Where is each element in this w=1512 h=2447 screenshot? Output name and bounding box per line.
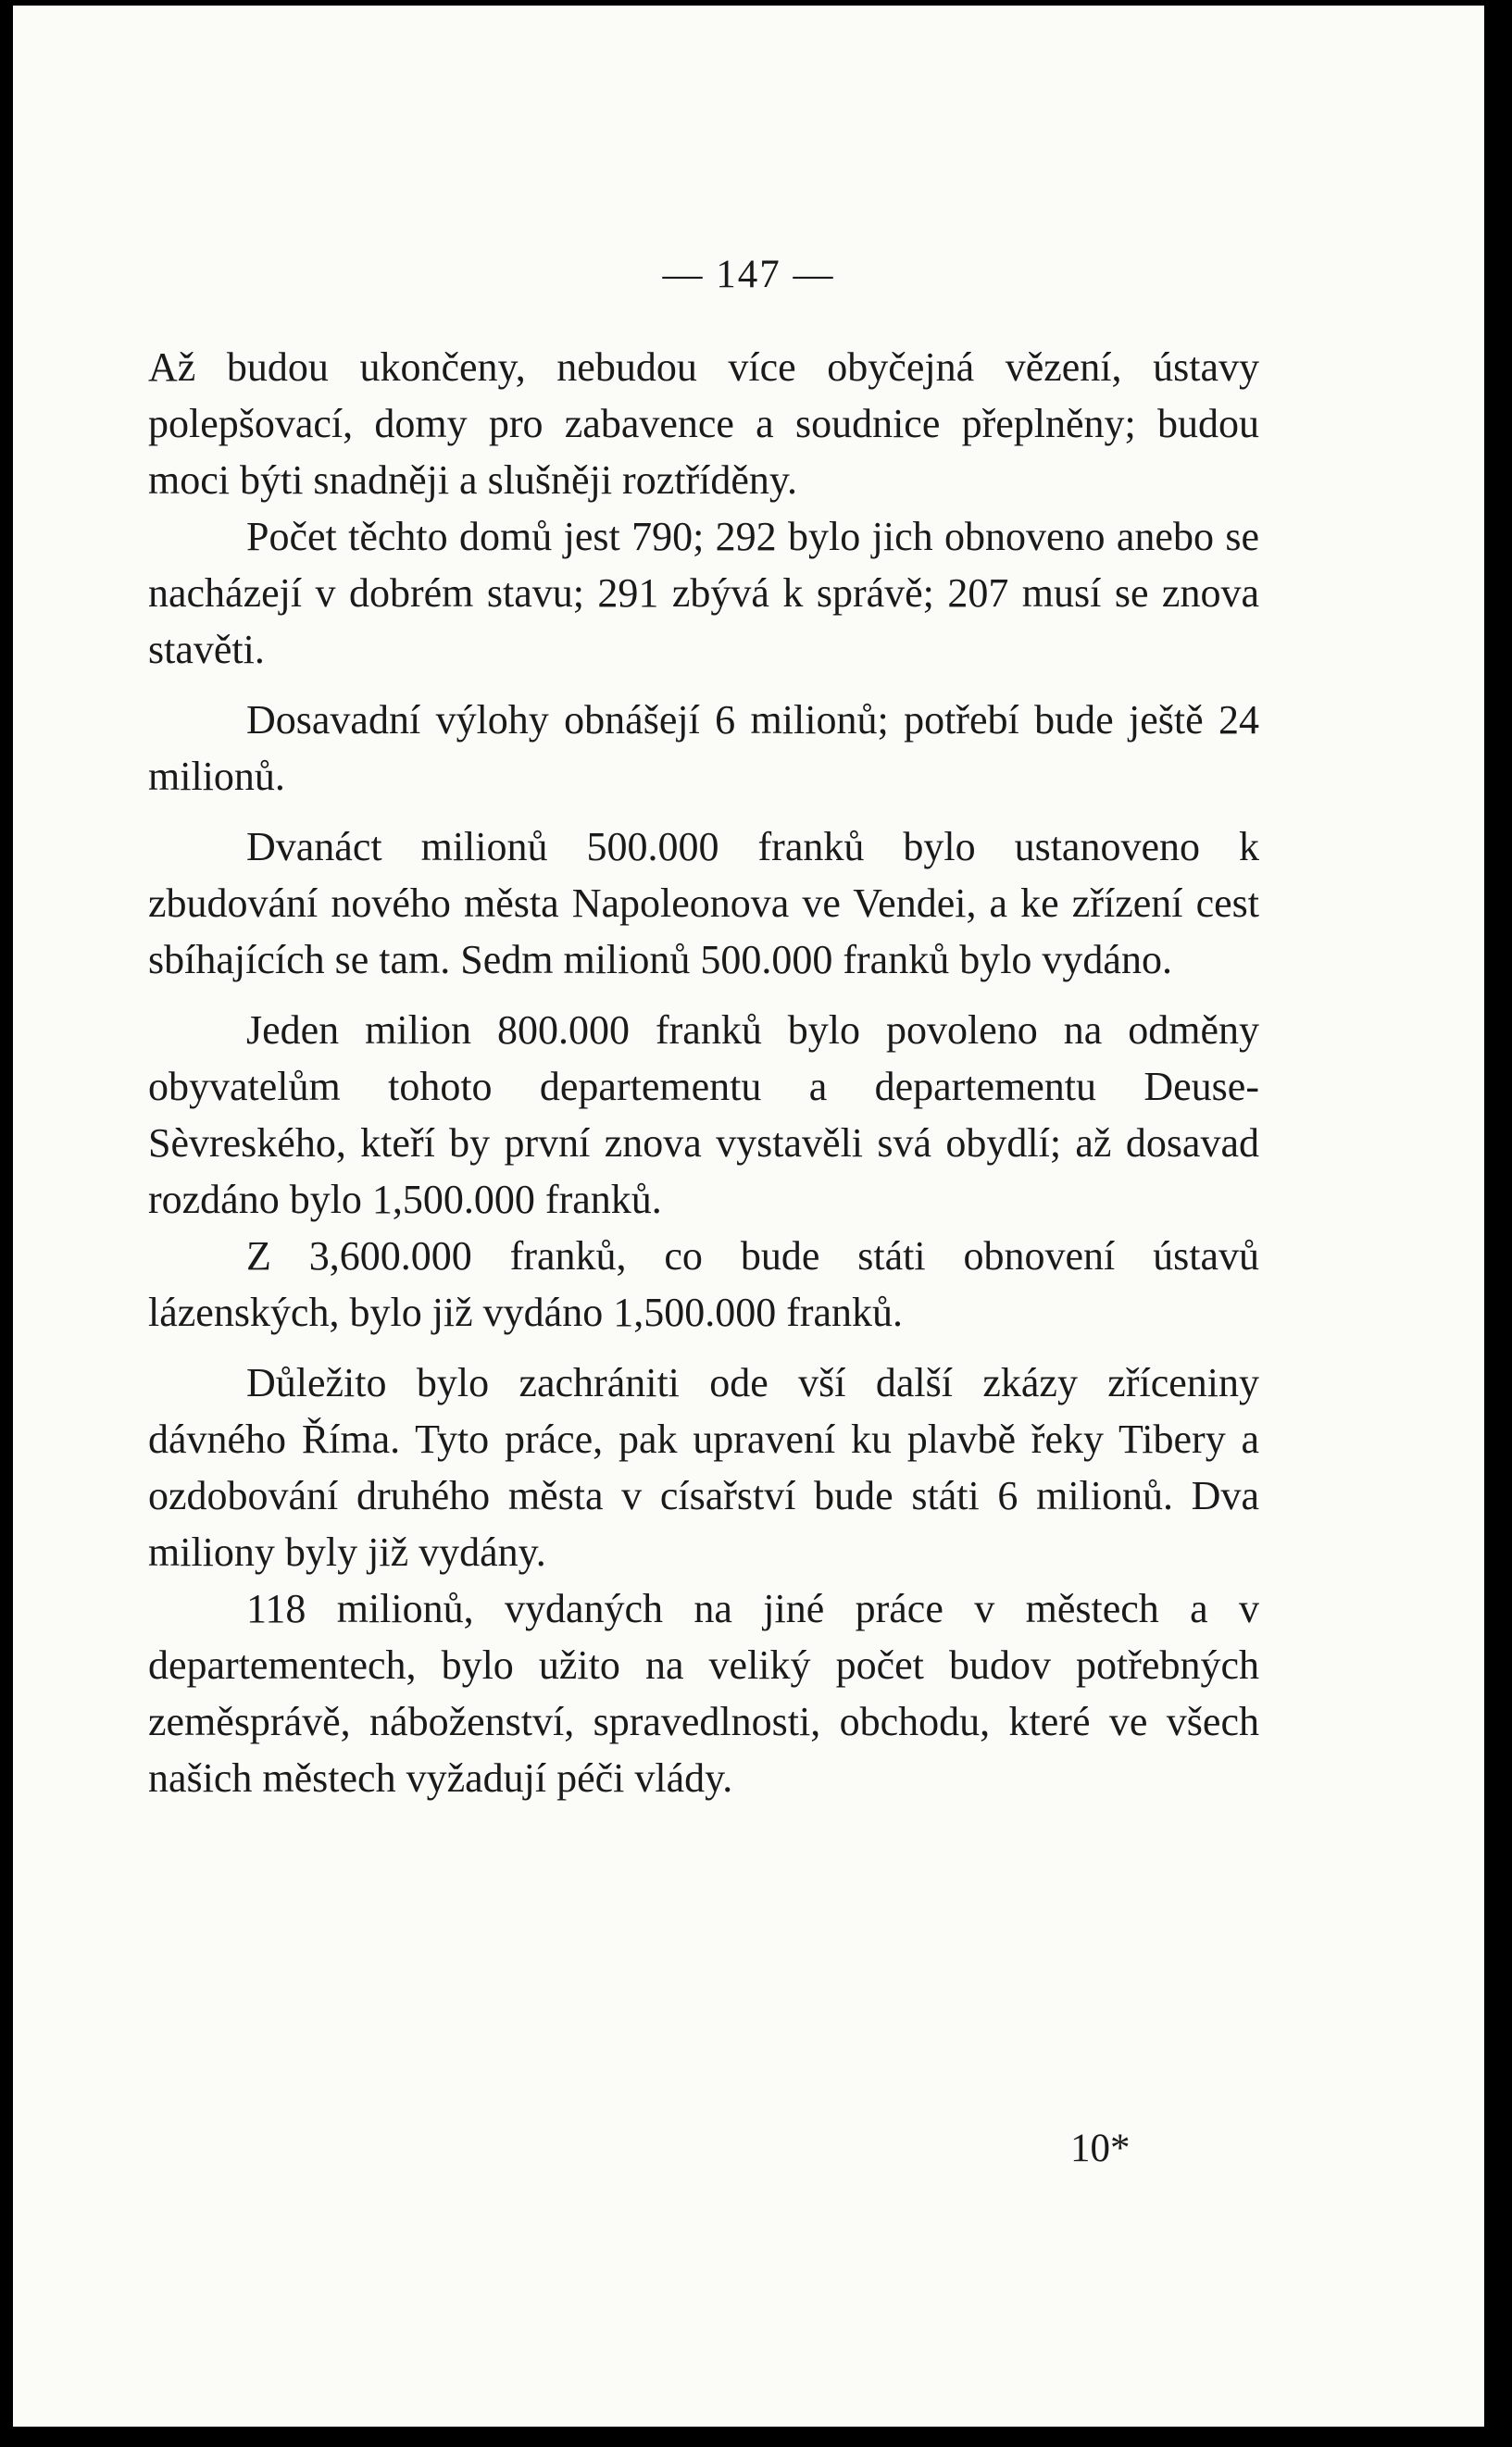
paragraph: Dvanáct milionů 500.000 franků bylo ustanoveno k zbudování nového města Napoleonova ve Vendei, a ke zřízení cest sbíhajících se tam. Sedm milionů 500.000 franků bylo vydáno.: [148, 824, 1259, 982]
paragraph: Dosavadní výlohy obnášejí 6 milionů; potřebí bude ještě 24 milionů.: [148, 697, 1259, 799]
paragraph: Počet těchto domů jest 790; 292 bylo jich obnoveno anebo se nacházejí v dobrém stavu; 291 zbývá k správě; 207 musí se znova stavěti.: [148, 514, 1259, 672]
book-page: [13, 6, 1484, 2427]
signature-mark: 10*: [1070, 2127, 1131, 2170]
paragraph: Z 3,600.000 franků, co bude státi obnovení ústavů lázenských, bylo již vydáno 1,500.000 franků.: [148, 1233, 1259, 1335]
paragraph: Jeden milion 800.000 franků bylo povoleno na odměny obyvatelům tohoto departementu a departementu Deuse-Sèvreského, kteří by první znova vystavěli svá obydlí; až dosavad rozdáno bylo 1,500.000 franků.: [148, 1007, 1259, 1222]
paragraph: Až budou ukončeny, nebudou více obyčejná vězení, ústavy polepšovací, domy pro zabavence a soudnice přeplněny; budou moci býti snadněji a slušněji roztříděny.: [148, 344, 1259, 503]
paragraph: 118 milionů, vydaných na jiné práce v městech a v departementech, bylo užito na veliký počet budov potřebných zeměsprávě, náboženství, spravedlnosti, obchodu, které ve všech našich městech vyžadují péči vlády.: [148, 1586, 1259, 1801]
page-number: — 147 —: [662, 253, 835, 296]
body-text: [148, 339, 1259, 1806]
paragraph: Důležito bylo zachrániti ode vší další zkázy zříceniny dávného Říma. Tyto práce, pak upravení ku plavbě řeky Tibery a ozdobování druhého města v císařství bude státi 6 milionů. Dva miliony byly již vydány.: [148, 1360, 1259, 1575]
